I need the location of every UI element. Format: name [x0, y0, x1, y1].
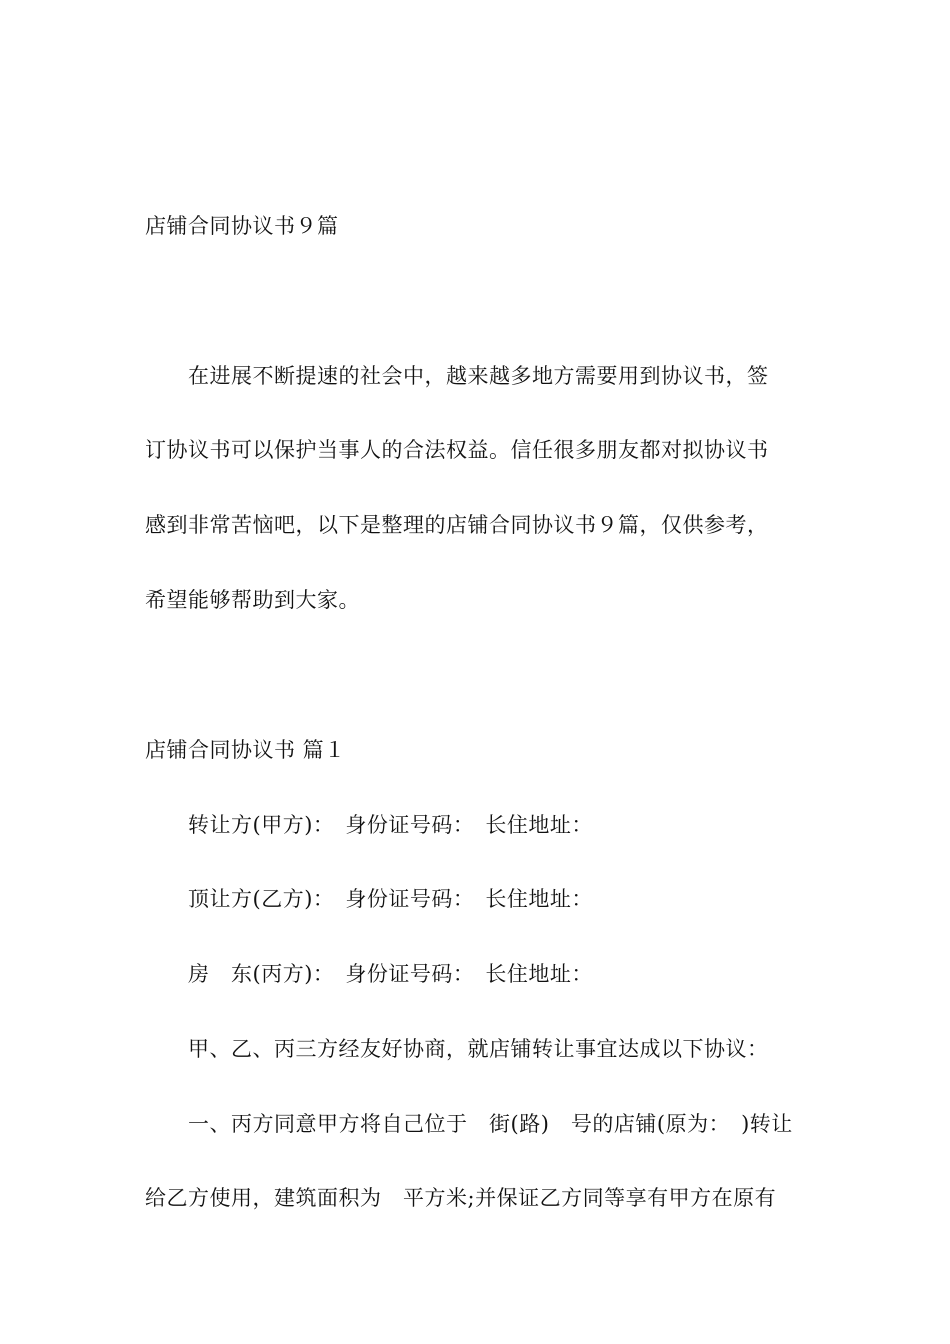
intro-line-1: 在进展不断提速的社会中，越来越多地方需要用到协议书，签 — [188, 364, 769, 388]
party-transferor: 转让方(甲方)： 身份证号码： 长住地址： — [188, 813, 593, 837]
party-transferee: 顶让方(乙方)： 身份证号码： 长住地址： — [188, 887, 593, 911]
clause-1-line-1: 一、丙方同意甲方将自己位于 街(路) 号的店铺(原为： )转让 — [188, 1112, 793, 1136]
intro-line-4: 希望能够帮助到大家。 — [145, 588, 360, 612]
intro-line-2: 订协议书可以保护当事人的合法权益。信任很多朋友都对拟协议书 — [145, 438, 769, 462]
intro-line-3: 感到非常苦恼吧，以下是整理的店铺合同协议书９篇，仅供参考， — [145, 513, 769, 537]
section-title: 店铺合同协议书 篇１ — [145, 738, 346, 762]
party-landlord: 房 东(丙方)： 身份证号码： 长住地址： — [188, 962, 593, 986]
clause-1-line-2: 给乙方使用，建筑面积为 平方米;并保证乙方同等享有甲方在原有 — [145, 1186, 777, 1210]
agreement-intro: 甲、乙、丙三方经友好协商，就店铺转让事宜达成以下协议： — [188, 1037, 769, 1061]
document-title: 店铺合同协议书９篇 — [145, 214, 339, 238]
